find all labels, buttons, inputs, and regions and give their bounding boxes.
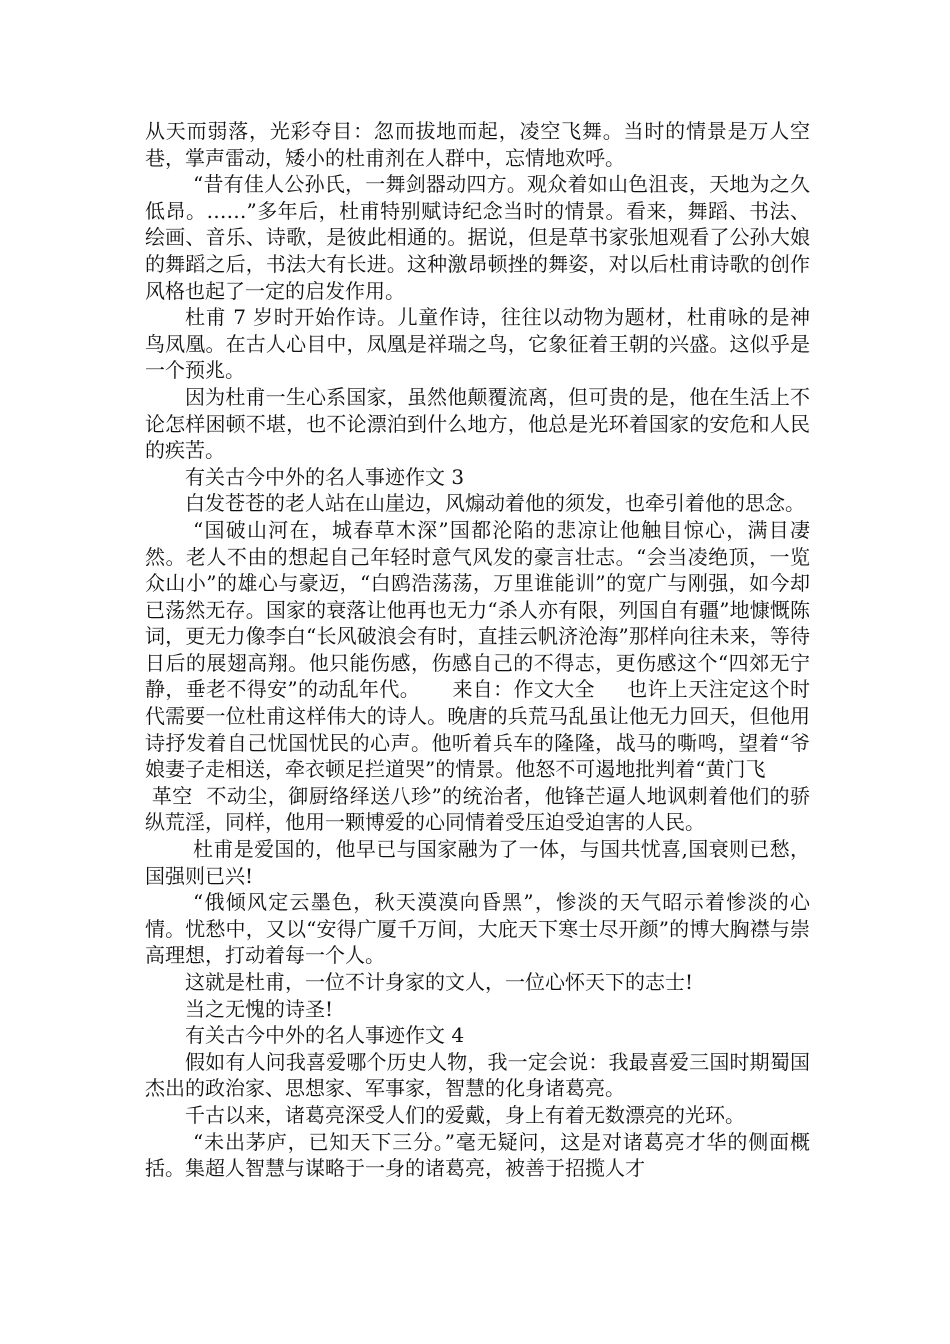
- paragraph-zhuge-halo: 千古以来，诸葛亮深受人们的爱戴，身上有着无数漂亮的光环。: [185, 1102, 745, 1127]
- paragraph-country-broken: [145, 517, 810, 783]
- paragraph-patriotism: 因为杜甫一生心系国家，虽然他颠覆流离，但可贵的是，他在生活上不论怎样困顿不堪，也不论漂泊到什么地方，他总是光环着国家的安危和人民的疾苦。: [145, 384, 810, 463]
- paragraph-this-is-dufu: 这就是杜甫，一位不计身家的文人，一位心怀天下的志士!: [185, 970, 694, 994]
- paragraph-patriot: 杜甫是爱国的，他早已与国家融为了一体，与国共忧喜,国衰则已愁，国强则已兴!: [145, 837, 810, 888]
- text-heaven-destined: 也许上天注定这个时代需要一位杜甫这样伟大的诗人。晚唐的兵荒马乱虽让他无力回天，但他用诗抒发着自己忧国忧民的心声。他听着兵车的隆隆，战马的嘶鸣，望着“爷娘妻子走相送，牵衣顿足拦道哭”的情景。他怒不可遏地批判着“黄门飞: [145, 677, 811, 782]
- paragraph-sword-dance-poem: “昔有佳人公孙氏，一舞剑器动四方。观众着如山色沮丧，天地为之久低昂。……”多年后，杜甫特别赋诗纪念当时的情景。看来，舞蹈、书法、绘画、音乐、诗歌，是彼此相通的。据说，但是草书家张旭观看了公孙大娘的舞蹈之后，书法大有长进。这种激昂顿挫的舞姿，对以后杜甫诗歌的创作风格也起了一定的启发作用。: [145, 172, 810, 303]
- document-body: [145, 118, 810, 1182]
- paragraph-wind-settles: “俄倾风定云墨色，秋天漠漠向昏黑”，惨淡的天气昭示着惨淡的心情。忧愁中，又以“安得广厦千万间，大庇天下寒士尽开颜”的博大胸襟与崇高理想，打动着每一个人。: [145, 890, 810, 968]
- paragraph-old-man-cliff: 白发苍苍的老人站在山崖边，风煽动着他的须发，也牵引着他的思念。: [185, 491, 805, 516]
- text-country-broken: “国破山河在，城春草木深”国都沦陷的悲凉让他触目惊心，满目凄然。老人不由的想起自己年轻时意气风发的豪言壮志。“会当凌绝顶，一览众山小”的雄心与豪迈，“白鸥浩荡荡，万里谁能训”的宽广与刚强，如今却已荡然无存。国家的衰落让他再也无力“杀人亦有限，列国自有疆”地慷慨陈词，更无力像李白“长风破浪会有时，直挂云帆济沧海”那样向往未来，等待日后的展翅高翔。他只能伤感，伤感自己的不得志，更伤感这个“四郊无宁静，垂老不得安”的动乱年代。: [145, 517, 810, 702]
- paragraph-opening: 从天而弱落，光彩夺目：忽而拔地而起，凌空飞舞。当时的情景是万人空巷，掌声雷动，矮小的杜甫剂在人群中，忘情地欢呼。: [145, 119, 810, 170]
- paragraph-zhuge-intro: 假如有人问我喜爱哪个历史人物，我一定会说：我最喜爱三国时期蜀国杰出的政治家、思想家、军事家，智慧的化身诸葛亮。: [145, 1049, 810, 1101]
- section-heading-3: 有关古今中外的名人事迹作文 3: [185, 464, 465, 489]
- paragraph-zhuge-talent: “未出茅庐，已知天下三分。”毫无疑问，这是对诸葛亮才华的侧面概括。集超人智慧与谋略于一身的诸葛亮，被善于招揽人才: [145, 1129, 810, 1181]
- section-heading-4: 有关古今中外的名人事迹作文 4: [185, 1023, 465, 1048]
- paragraph-continuation: 革空 不动尘，御厨络绎送八珍”的统治者，他锋芒逼人地讽刺着他们的骄纵荒淫，同样，他用一颗博爱的心同情着受压迫受迫害的人民。: [145, 783, 810, 835]
- source-label: 来自：作文大全: [452, 677, 595, 702]
- paragraph-phoenix: 杜甫 7 岁时开始作诗。儿童作诗，往往以动物为题材，杜甫咏的是神鸟凤凰。在古人心目中，凤凰是祥瑞之鸟，它象征着王朝的兴盛。这似乎是一个预兆。: [145, 305, 810, 383]
- paragraph-poet-sage: 当之无愧的诗圣!: [185, 996, 334, 1021]
